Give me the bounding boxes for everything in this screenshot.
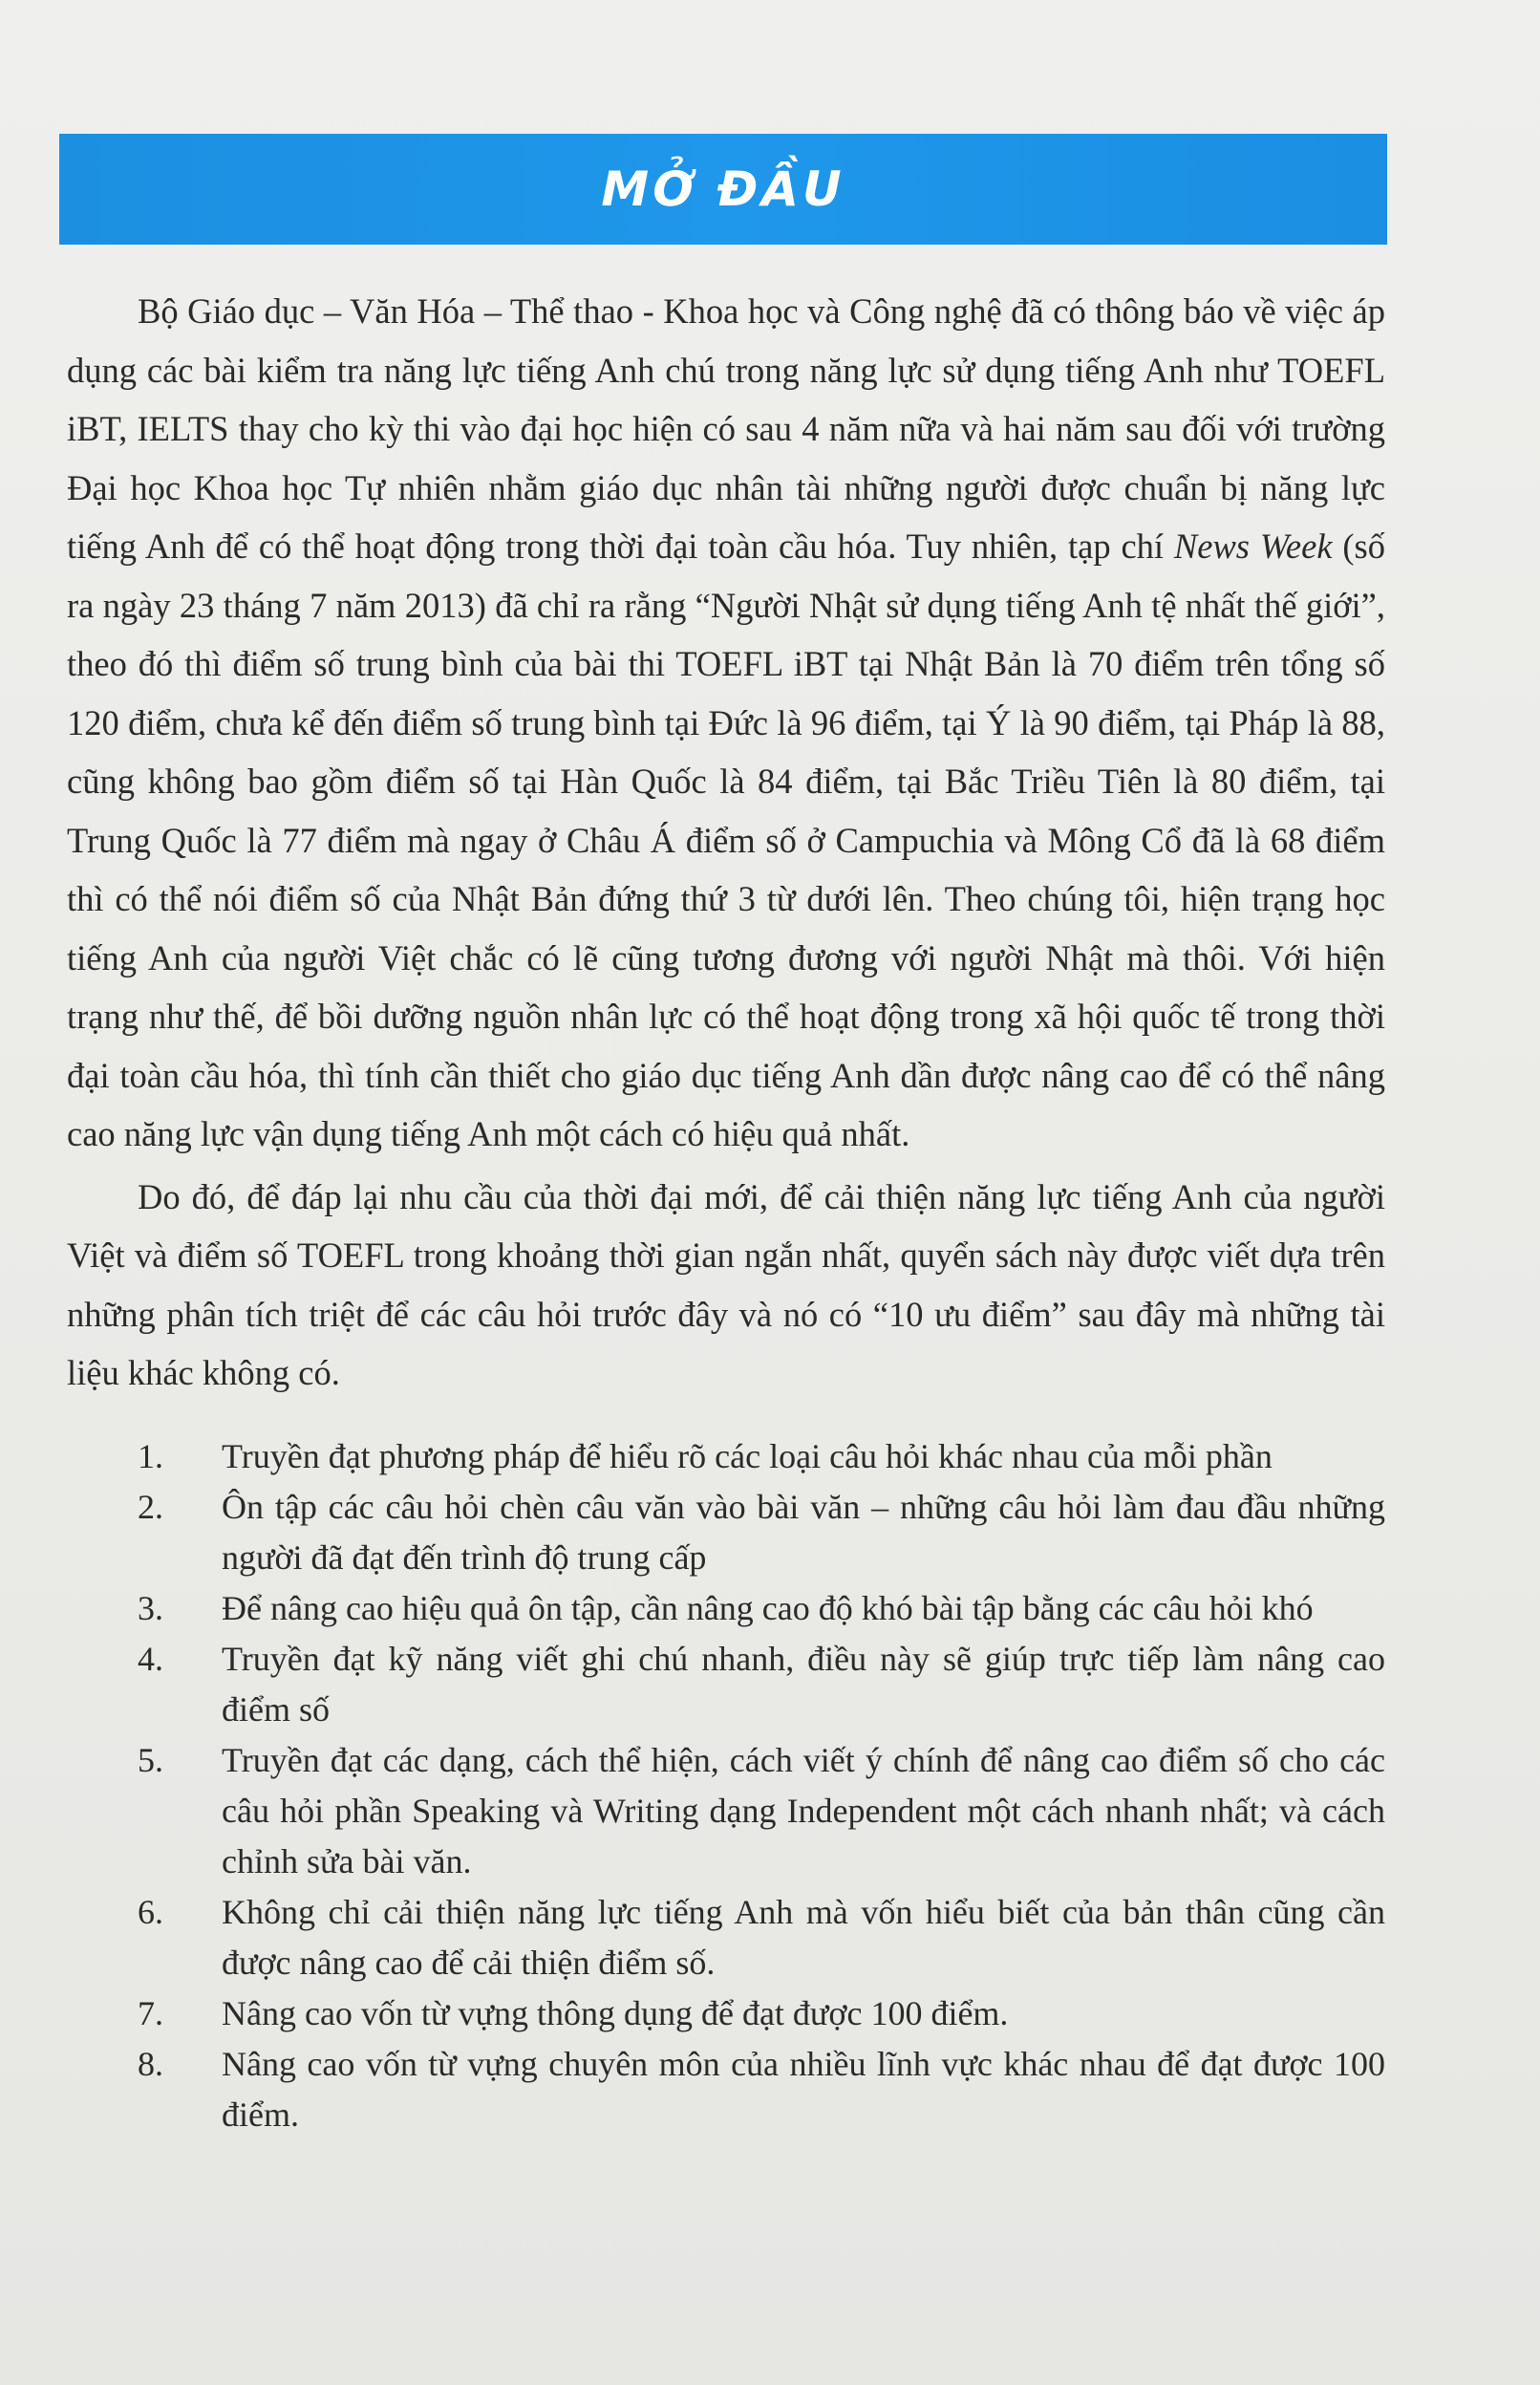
list-item-text: Không chỉ cải thiện năng lực tiếng Anh mà vốn hiểu biết của bản thân cũng cần được nâng cao để cải thiện điểm số.: [222, 1892, 1385, 1982]
section-header-banner: [59, 134, 1387, 245]
intro-paragraph-1-start: Bộ Giáo dục – Văn Hóa – Thể thao - Khoa học và Công nghệ đã có thông báo về việc áp dụng các bài kiểm tra năng lực tiếng Anh chú trong năng lực sử dụng tiếng Anh như TOEFL iBT, IELTS thay cho kỳ thi vào đại học hiện có sau 4 năm nữa và hai năm sau đối với trường Đại học Khoa học Tự nhiên nhằm giáo dục nhân tài những người được chuẩn bị năng lực tiếng Anh để có thể hoạt động trong thời đại toàn cầu hóa. Tuy nhiên, tạp chí: [67, 291, 1385, 566]
list-item-number: 6.: [138, 1892, 163, 1931]
list-item-text: Truyền đạt các dạng, cách thể hiện, cách viết ý chính để nâng cao điểm số cho các câu hỏi phần Speaking và Writing dạng Independent một cách nhanh nhất; và cách chỉnh sửa bài văn.: [222, 1740, 1385, 1880]
list-item: [67, 1583, 1385, 1634]
list-item-text: Nâng cao vốn từ vựng thông dụng để đạt được 100 điểm.: [222, 1993, 1009, 2032]
advantages-list: [67, 1431, 1385, 2140]
list-item: [67, 2039, 1385, 2140]
intro-paragraph-1: [67, 282, 1385, 1164]
list-item-number: 8.: [138, 2044, 163, 2083]
list-item-text: Nâng cao vốn từ vựng chuyên môn của nhiều lĩnh vực khác nhau để đạt được 100 điểm.: [222, 2044, 1385, 2134]
list-item-number: 1.: [138, 1436, 163, 1475]
list-item: [67, 1988, 1385, 2039]
intro-paragraph-1-end: (số ra ngày 23 tháng 7 năm 2013) đã chỉ ra rằng “Người Nhật sử dụng tiếng Anh tệ nhất thế giới”, theo đó thì điểm số trung bình của bài thi TOEFL iBT tại Nhật Bản là 70 điểm trên tổng số 120 điểm, chưa kể đến điểm số trung bình tại Đức là 96 điểm, tại Ý là 90 điểm, tại Pháp là 88, cũng không bao gồm điểm số tại Hàn Quốc là 84 điểm, tại Bắc Triều Tiên là 80 điểm, tại Trung Quốc là 77 điểm mà ngay ở Châu Á điểm số ở Campuchia và Mông Cổ đã là 68 điểm thì có thể nói điểm số của Nhật Bản đứng thứ 3 từ dưới lên. Theo chúng tôi, hiện trạng học tiếng Anh của người Việt chắc có lẽ cũng tương đương với người Nhật mà thôi. Với hiện trạng như thế, để bồi dưỡng nguồn nhân lực có thể hoạt động trong xã hội quốc tế trong thời đại toàn cầu hóa, thì tính cần thiết cho giáo dục tiếng Anh dần được nâng cao để có thể nâng cao năng lực vận dụng tiếng Anh một cách có hiệu quả nhất.: [67, 526, 1386, 1153]
intro-paragraph-2: Do đó, để đáp lại nhu cầu của thời đại mới, để cải thiện năng lực tiếng Anh của người Việt và điểm số TOEFL trong khoảng thời gian ngắn nhất, quyển sách này được viết dựa trên những phân tích triệt để các câu hỏi trước đây và nó có “10 ưu điểm” sau đây mà những tài liệu khác không có.: [67, 1176, 1385, 1392]
list-item-number: 4.: [138, 1639, 163, 1678]
list-item: [67, 1482, 1385, 1583]
list-item: [67, 1634, 1385, 1735]
magazine-name: News Week: [1173, 526, 1333, 566]
list-item-number: 3.: [138, 1588, 163, 1627]
list-item-text: Để nâng cao hiệu quả ôn tập, cần nâng cao độ khó bài tập bằng các câu hỏi khó: [222, 1588, 1314, 1627]
list-item-text: Truyền đạt phương pháp để hiểu rõ các loại câu hỏi khác nhau của mỗi phần: [222, 1436, 1273, 1475]
list-item-text: Truyền đạt kỹ năng viết ghi chú nhanh, điều này sẽ giúp trực tiếp làm nâng cao điểm số: [222, 1639, 1385, 1729]
list-item: [67, 1887, 1385, 1988]
page-body: [67, 282, 1385, 2140]
list-item-text: Ôn tập các câu hỏi chèn câu văn vào bài văn – những câu hỏi làm đau đầu những người đã đạt đến trình độ trung cấp: [222, 1487, 1385, 1577]
list-item-number: 5.: [138, 1740, 163, 1779]
list-item-number: 2.: [138, 1487, 163, 1526]
section-title: MỞ ĐẦU: [601, 161, 845, 217]
list-item-number: 7.: [138, 1993, 163, 2032]
list-item: [67, 1735, 1385, 1887]
list-item: [67, 1431, 1385, 1482]
